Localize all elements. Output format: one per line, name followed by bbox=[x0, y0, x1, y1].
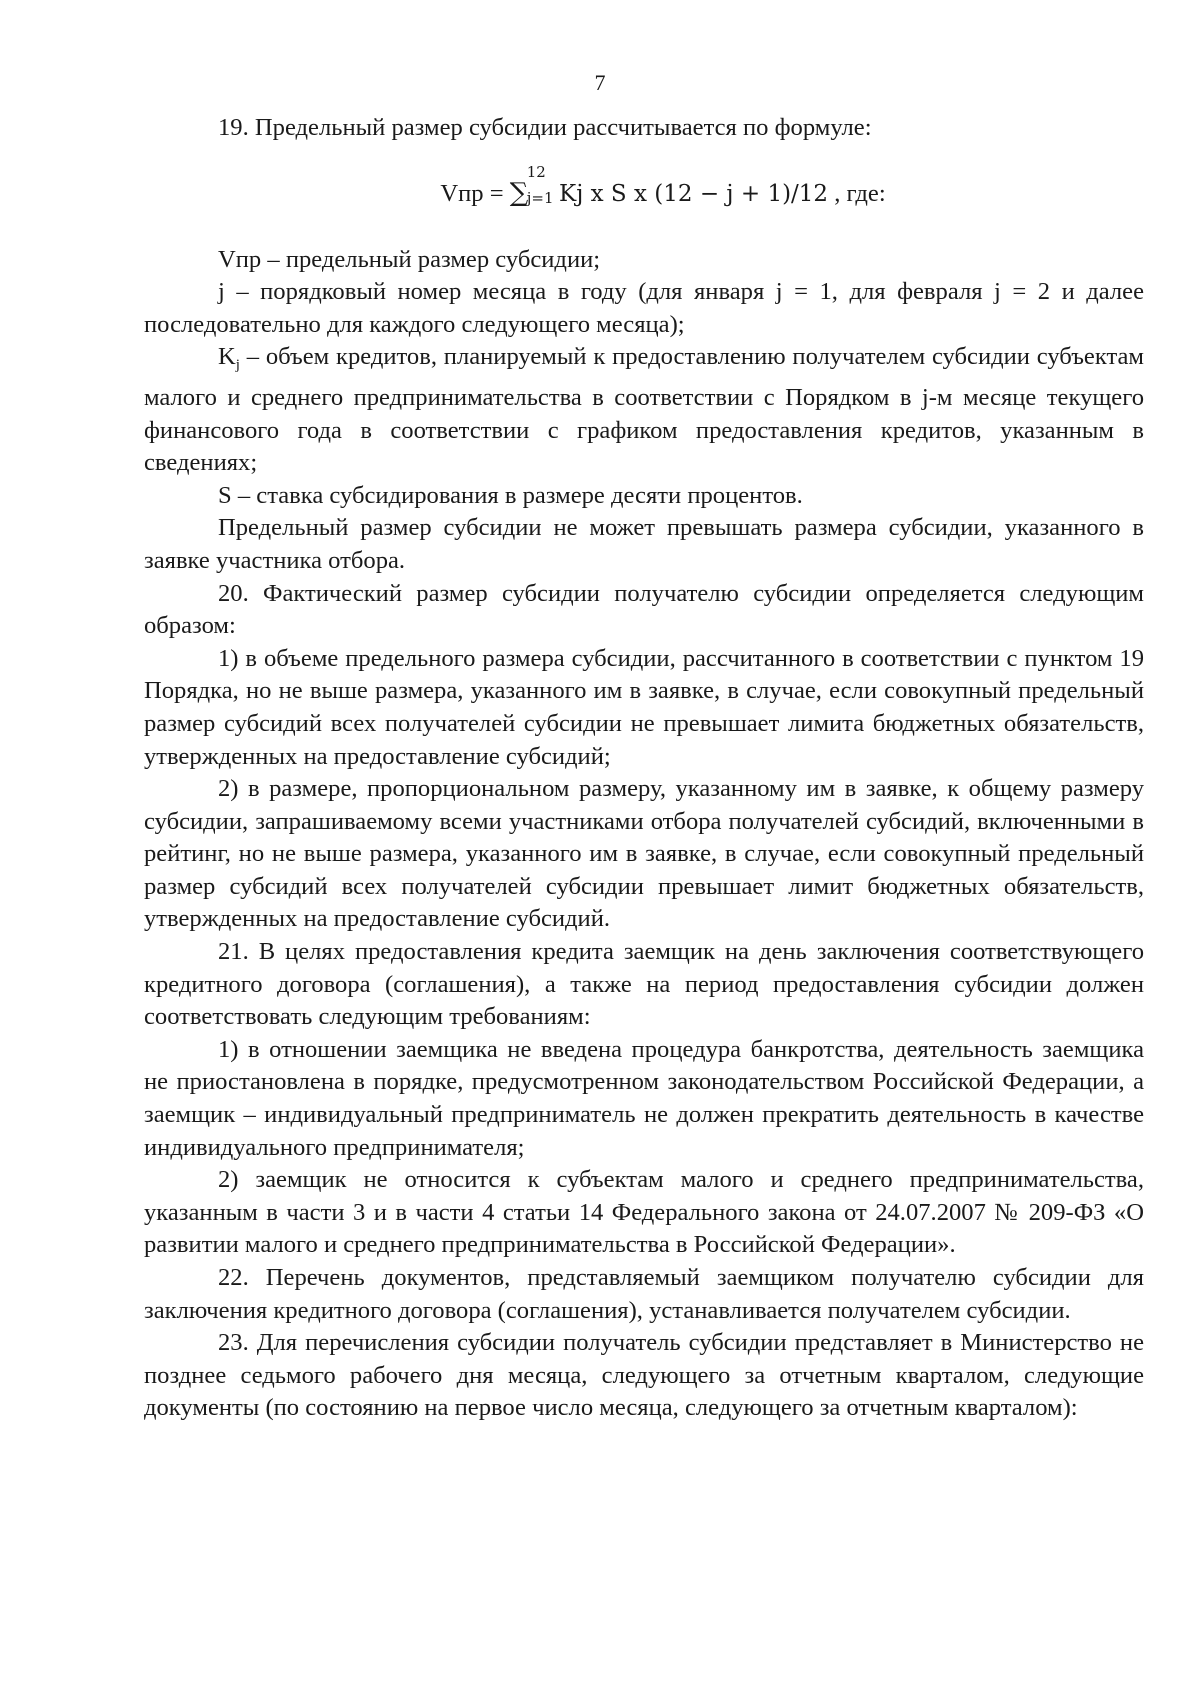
sum-operator bbox=[509, 162, 554, 209]
paragraph-20: 20. Фактический размер субсидии получателю субсидии определяется следующим образом: bbox=[144, 579, 1144, 640]
paragraph-22: 22. Перечень документов, представляемый заемщиком получателю субсидии для заключения кредитного договора (соглашения), устанавливается получателем субсидии. bbox=[144, 1264, 1144, 1324]
definition-s: S – ставка субсидирования в размере десяти процентов. bbox=[218, 481, 803, 509]
document-body bbox=[144, 112, 1144, 1425]
definition-k bbox=[144, 341, 1144, 479]
subsidy-formula bbox=[144, 162, 1144, 216]
paragraph-21-item-2: 2) заемщик не относится к субъектам малого и среднего предпринимательства, указанным в части 3 и в части 4 статьи 14 Федерального закона от 24.07.2007 № 209-ФЗ «О развитии малого и среднего предпринимательства в Российской Федерации». bbox=[144, 1166, 1144, 1259]
paragraph-21: 21. В целях предоставления кредита заемщик на день заключения соответствующего кредитного договора (соглашения), а также на период предоставления субсидии должен соответствовать следующим требованиям: bbox=[144, 938, 1144, 1031]
formula-suffix: , где: bbox=[828, 179, 886, 207]
k-symbol: K bbox=[218, 343, 236, 371]
sum-lower-limit: j=1 bbox=[526, 188, 554, 207]
formula-lhs: Vпр = bbox=[440, 179, 510, 207]
paragraph-20-item-1: 1) в объеме предельного размера субсидии, рассчитанного в соответствии с пунктом 19 Порядка, но не выше размера, указанного им в заявке, в случае, если совокупный предельный размер субсидий всех получателей субсидии не превышает лимита бюджетных обязательств, утвержденных на предоставление субсидий; bbox=[144, 644, 1144, 770]
k-subscript: j bbox=[235, 357, 240, 374]
page-number: 7 bbox=[594, 70, 606, 95]
paragraph-limit: Предельный размер субсидии не может превышать размера субсидии, указанного в заявке участника отбора. bbox=[144, 514, 1144, 574]
paragraph-21-item-1: 1) в отношении заемщика не введена процедура банкротства, деятельность заемщика не приостановлена в порядке, предусмотренном законодательством Российской Федерации, а заемщик – индивидуальный предприниматель не должен прекратить деятельность в качестве индивидуального предпринимателя; bbox=[144, 1035, 1144, 1161]
sum-upper-limit: 12 bbox=[526, 162, 546, 181]
formula-body: Kj x S x (12 − j + 1)/12 bbox=[551, 180, 829, 207]
definition-vpr: Vпр – предельный размер субсидии; bbox=[218, 245, 601, 273]
paragraph-19: 19. Предельный размер субсидии рассчитывается по формуле: bbox=[218, 114, 872, 141]
sum-symbol: ∑ bbox=[509, 177, 529, 208]
k-definition-text: – объем кредитов, планируемый к предоставлению получателем субсидии субъектам малого и среднего предпринимательства в соответствии с Порядком в j-м месяце текущего финансового года в соответствии с графиком предоставления кредитов, указанным в сведениях; bbox=[144, 343, 1144, 477]
paragraph-20-item-2: 2) в размере, пропорциональном размеру, указанному им в заявке, к общему размеру субсидии, запрашиваемому всеми участниками отбора получателей субсидий, включенными в рейтинг, но не выше размера, указанного им в заявке, в случае, если совокупный предельный размер субсидий всех получателей субсидии превышает лимит бюджетных обязательств, утвержденных на предоставление субсидий. bbox=[144, 775, 1144, 933]
paragraph-23: 23. Для перечисления субсидии получатель субсидии представляет в Министерство не позднее седьмого рабочего дня месяца, следующего за отчетным кварталом, следующие документы (по состоянию на первое число месяца, следующего за отчетным кварталом): bbox=[144, 1329, 1144, 1422]
definition-j: j – порядковый номер месяца в году (для января j = 1, для февраля j = 2 и далее последовательно для каждого следующего месяца); bbox=[144, 278, 1144, 338]
